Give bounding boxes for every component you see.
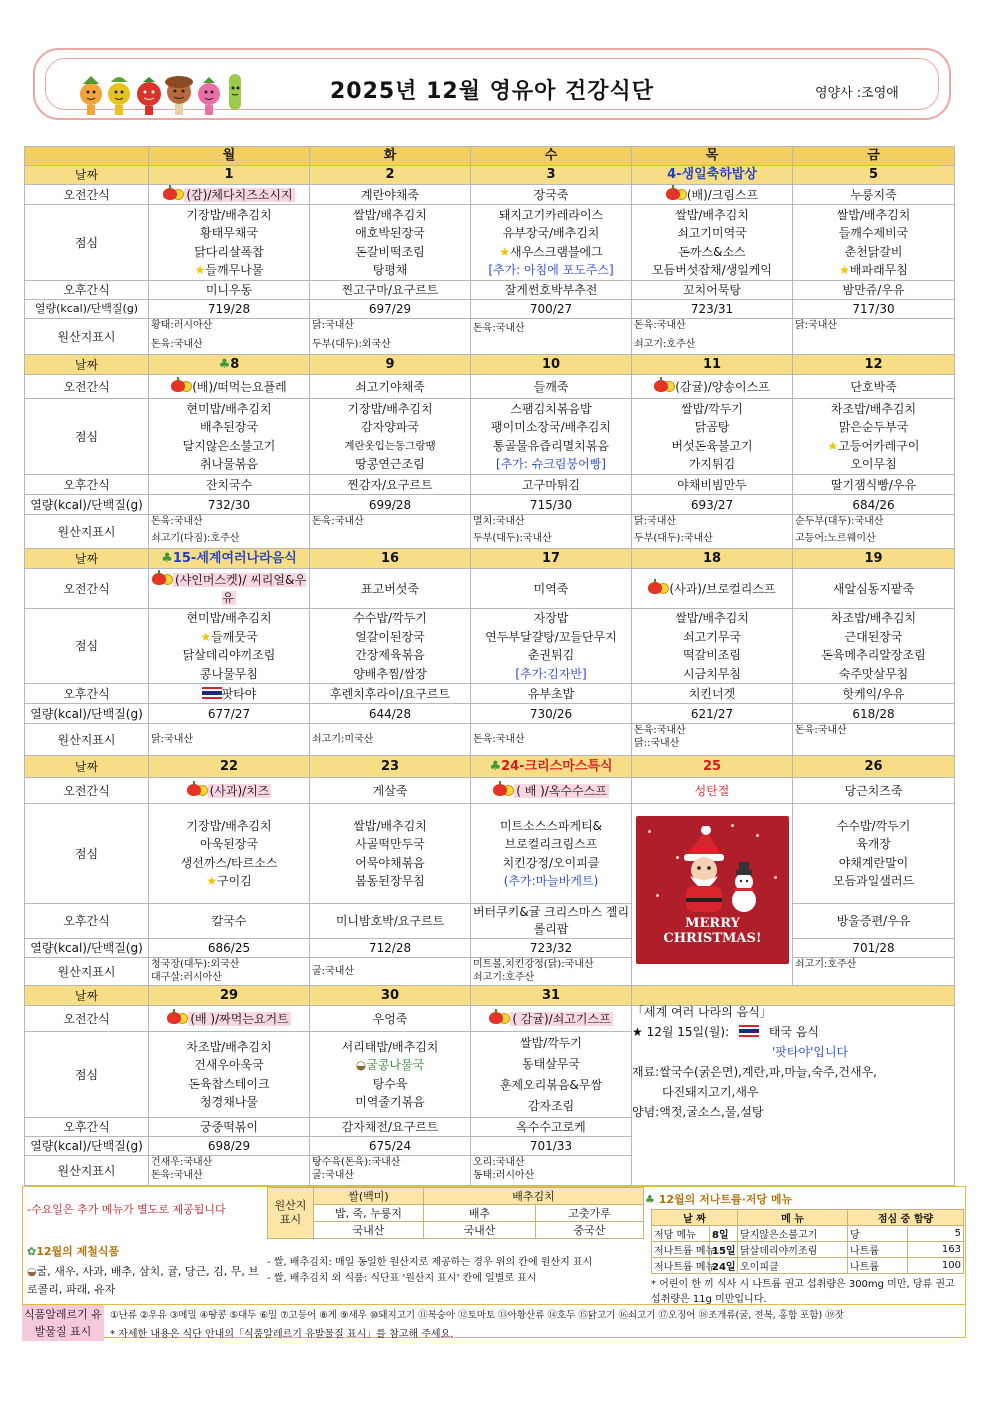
fruit-icon bbox=[167, 1012, 181, 1024]
kimchi-header: 배추김치 bbox=[424, 1188, 644, 1205]
lunch-item: 쌀밥/배추김치 bbox=[675, 207, 749, 222]
world-food-ingredients: 재료:쌀국수(굵은면),계란,파,마늘,숙주,건새우, bbox=[632, 1065, 877, 1079]
pm-snack-cell: 찐고구마/요구르트 bbox=[310, 281, 471, 300]
fruit-icon bbox=[493, 784, 507, 796]
date-label: 날짜 bbox=[25, 756, 149, 778]
origin-cell: 멸치:국내산 두부(대두):국내산 bbox=[471, 515, 632, 549]
am-snack-row bbox=[25, 569, 955, 609]
weekday-tue: 화 bbox=[310, 147, 471, 166]
date-cell: 18 bbox=[632, 549, 793, 569]
nutritionist-name: 영양사 :조영애 bbox=[815, 86, 899, 101]
origin-cell: 돈육:국내산 bbox=[471, 319, 632, 355]
lunch-item: 기장밥/배추김치 bbox=[186, 207, 272, 222]
am-snack-cell bbox=[632, 569, 793, 609]
date-cell: 5 bbox=[793, 166, 955, 185]
allergy-list: ①난류 ②우유 ③메밀 ④땅콩 ⑤대두 ⑥밀 ⑦고등어 ⑧게 ⑨새우 ⑩돼지고기 ⑪복숭아 ⑫토마토 ⑬아황산류 ⑭호두 ⑮닭고기 ⑯쇠고기 ⑰오징어 ⑱조개류(굴, 전복, 홍합 포함) ⑲잣 bbox=[110, 1310, 844, 1321]
am-snack-text: (사과)/치즈 bbox=[209, 783, 270, 798]
energy-cell: 684/26 bbox=[793, 495, 955, 515]
am-snack-row bbox=[25, 375, 955, 399]
energy-cell: 686/25 bbox=[149, 939, 310, 958]
date-row bbox=[25, 756, 955, 778]
fruit-icon bbox=[187, 784, 201, 796]
am-snack-text: (배)/떠먹는요플레 bbox=[192, 379, 287, 394]
date-cell: ♣24-크리스마스특식 bbox=[471, 756, 632, 778]
pm-snack-cell: 야채비빔만두 bbox=[632, 475, 793, 495]
clover-icon: ♣ bbox=[161, 550, 173, 566]
energy-cell: 701/28 bbox=[793, 939, 955, 958]
am-snack-label: 오전간식 bbox=[25, 375, 149, 399]
pm-snack-label: 오후간식 bbox=[25, 281, 149, 300]
origin-summary-label: 원산지 표시 bbox=[268, 1188, 314, 1239]
fruit-icon bbox=[648, 582, 662, 594]
lunch-cell: 차조밥/배추김치 근대된장국 돈육메추리알장조림 숙주맛살무침 bbox=[793, 609, 955, 684]
am-snack-cell: 새알심동지팥죽 bbox=[793, 569, 955, 609]
star-icon: ★ bbox=[194, 263, 206, 277]
date-cell: 22 bbox=[149, 756, 310, 778]
lunch-cell: 미트소스스파게티& 브로컬리크림스프 치킨강정/오이피클 (추가:마늘바게트) bbox=[471, 804, 632, 904]
thailand-flag-icon bbox=[202, 687, 222, 699]
lunch-cell: 서리태밥/배추김치 ◒굴콩나물국 탕수육 미역줄기볶음 bbox=[310, 1032, 471, 1118]
pm-snack-label: 오후간식 bbox=[25, 904, 149, 939]
world-food-dish: '팟타야'입니다 bbox=[772, 1045, 849, 1059]
origin-row bbox=[25, 319, 955, 355]
sodium-row: 저나트륨 메뉴 24일 오이피클 나트륨 100 bbox=[652, 1258, 964, 1274]
date-row bbox=[25, 166, 955, 185]
lunch-label: 점심 bbox=[25, 609, 149, 684]
origin-label: 원산지표시 bbox=[25, 958, 149, 986]
am-snack-cell: 쇠고기야채죽 bbox=[310, 375, 471, 399]
am-snack-cell bbox=[632, 375, 793, 399]
am-snack-cell bbox=[471, 1006, 632, 1032]
date-cell: 3 bbox=[471, 166, 632, 185]
energy-cell: 719/28 bbox=[149, 300, 310, 319]
origin-row bbox=[25, 515, 955, 549]
star-icon: ★ bbox=[200, 629, 212, 644]
lunch-row bbox=[25, 205, 955, 281]
am-snack-cell bbox=[149, 778, 310, 804]
am-snack-row bbox=[25, 185, 955, 205]
sodium-row: 저당 메뉴 8일 달지않은소불고기 당 5 bbox=[652, 1226, 964, 1242]
merry-christmas-text: MERRY CHRISTMAS! bbox=[663, 916, 762, 946]
am-snack-label: 오전간식 bbox=[25, 569, 149, 609]
origin-cell: 돈육:국내산 쇠고기:호주산 bbox=[632, 319, 793, 355]
am-snack-cell: 성탄절 bbox=[632, 778, 793, 804]
fruit-icon bbox=[489, 1012, 503, 1024]
origin-summary-table bbox=[267, 1187, 644, 1239]
fruit-icon bbox=[654, 380, 668, 392]
rice-subheader: 밥, 죽, 누룽지 bbox=[314, 1205, 424, 1222]
lunch-item: 닭다리살폭찹 bbox=[194, 244, 264, 259]
energy-cell: 715/30 bbox=[471, 495, 632, 515]
date-cell: 11 bbox=[632, 355, 793, 375]
origin-row bbox=[25, 724, 955, 756]
energy-cell: 693/27 bbox=[632, 495, 793, 515]
origin-cell: 굴:국내산 bbox=[310, 958, 471, 986]
pm-snack-cell: 잘게썬호박부추전 bbox=[471, 281, 632, 300]
am-snack-cell bbox=[149, 185, 310, 205]
energy-row bbox=[25, 300, 955, 319]
pepper-origin: 중국산 bbox=[536, 1222, 644, 1239]
energy-cell: 644/28 bbox=[310, 704, 471, 724]
star-icon: ★ bbox=[827, 438, 839, 453]
fruit-icon bbox=[163, 188, 177, 200]
pm-snack-label: 오후간식 bbox=[25, 684, 149, 704]
energy-cell: 677/27 bbox=[149, 704, 310, 724]
rice-header: 쌀(백미) bbox=[314, 1188, 424, 1205]
am-snack-cell: 들깨죽 bbox=[471, 375, 632, 399]
date-cell: ♣8 bbox=[149, 355, 310, 375]
clover-icon: ✿ bbox=[27, 1245, 37, 1258]
lunch-cell bbox=[471, 205, 632, 281]
energy-cell: 700/27 bbox=[471, 300, 632, 319]
pm-snack-cell: 감자채전/요구르트 bbox=[310, 1118, 471, 1137]
pm-snack-cell: 밤만쥬/우유 bbox=[793, 281, 955, 300]
rice-origin: 국내산 bbox=[314, 1222, 424, 1239]
pepper-subheader: 고춧가루 bbox=[536, 1205, 644, 1222]
lunch-item: 황태무채국 bbox=[200, 226, 258, 240]
date-row bbox=[25, 549, 955, 569]
pm-snack-cell: 칼국수 bbox=[149, 904, 310, 939]
am-snack-cell: 게살죽 bbox=[310, 778, 471, 804]
lunch-item: 쌀밥/배추김치 bbox=[836, 207, 911, 222]
star-icon: ★ bbox=[206, 874, 217, 888]
world-food-panel bbox=[632, 1002, 952, 1177]
pm-snack-cell: 팟타야 bbox=[149, 684, 310, 704]
low-sodium-table bbox=[651, 1209, 964, 1274]
origin-cell: 미트볼,치킨강정(닭):국내산 쇠고기:호주산 bbox=[471, 958, 632, 986]
lunch-label: 점심 bbox=[25, 399, 149, 475]
energy-cell: 621/27 bbox=[632, 704, 793, 724]
pm-snack-cell: 꼬치어묵탕 bbox=[632, 281, 793, 300]
thailand-flag-icon bbox=[739, 1025, 759, 1037]
lunch-extra-item: [추가: 아침에 포도주스] bbox=[488, 263, 614, 277]
star-icon: ★ bbox=[499, 244, 510, 259]
leaf-icon: ◒ bbox=[27, 1265, 37, 1278]
clover-icon: ♣ bbox=[218, 356, 231, 372]
lunch-item: 돈까스&소스 bbox=[678, 244, 746, 259]
lunch-row bbox=[25, 804, 955, 904]
origin-cell: 닭:국내산 두부(대두):국내산 bbox=[632, 515, 793, 549]
energy-label: 열량(kcal)/단백질(g) bbox=[25, 1137, 149, 1156]
origin-cell: 돈육:국내산 닭::국내산 bbox=[632, 724, 793, 756]
lunch-cell: 기장밥/배추김치 감자양파국 계란옷입는동그랑땡 땅콩연근조림 bbox=[310, 399, 471, 475]
weekday-wed: 수 bbox=[471, 147, 632, 166]
lunch-cell: 기장밥/배추김치 아욱된장국 생선까스/타르소스 ★구이김 bbox=[149, 804, 310, 904]
star-icon: ★ bbox=[839, 263, 850, 277]
origin-cell: 건새우:국내산 돈육:국내산 bbox=[149, 1156, 310, 1186]
pm-snack-cell: 핫케익/우유 bbox=[793, 684, 955, 704]
pm-snack-cell: 궁중떡볶이 bbox=[149, 1118, 310, 1137]
pm-snack-row bbox=[25, 475, 955, 495]
lunch-cell: 자장밥 연두부달걀탕/꼬들단무지 춘권튀김 [추가:김자반] bbox=[471, 609, 632, 684]
lunch-item: ★새우스크램블에그 bbox=[499, 244, 603, 259]
date-cell: 25 bbox=[632, 756, 793, 778]
date-row bbox=[25, 355, 955, 375]
lunch-item: ★들깨무나물 bbox=[194, 263, 264, 277]
lunch-label: 점심 bbox=[25, 804, 149, 904]
energy-cell: 723/31 bbox=[632, 300, 793, 319]
am-snack-cell bbox=[149, 569, 310, 609]
date-cell: 23 bbox=[310, 756, 471, 778]
energy-row bbox=[25, 704, 955, 724]
origin-row bbox=[25, 958, 955, 986]
date-cell: ♣15-세계여러나라음식 bbox=[149, 549, 310, 569]
origin-cell: 황태:러시아산 돈육:국내산 bbox=[149, 319, 310, 355]
lunch-extra-item: [추가: 슈크림붕어빵] bbox=[496, 457, 606, 471]
date-cell: 17 bbox=[471, 549, 632, 569]
lunch-item: 쌀밥/배추김치 bbox=[353, 207, 427, 222]
lunch-item: 쇠고기미역국 bbox=[677, 226, 747, 240]
date-cell: 29 bbox=[149, 986, 310, 1006]
page-title: 2025년 12월 영유아 건강식단 bbox=[329, 79, 655, 104]
am-snack-label: 오전간식 bbox=[25, 1006, 149, 1032]
lunch-extra-item: [추가:김자반] bbox=[515, 666, 587, 681]
energy-cell: 730/26 bbox=[471, 704, 632, 724]
am-snack-text: ( 감귤)/쇠고기스프 bbox=[512, 1011, 611, 1026]
pm-snack-cell: 미니밤호박/요구르트 bbox=[310, 904, 471, 939]
lunch-item: 탕평채 bbox=[372, 263, 408, 277]
pm-snack-cell: 미니우동 bbox=[149, 281, 310, 300]
lunch-label: 점심 bbox=[25, 1032, 149, 1118]
lunch-cell: 수수밥/깍두기 얼갈이된장국 간장제육볶음 양배추찜/쌈장 bbox=[310, 609, 471, 684]
origin-cell: 청국장(대두):외국산 대구살:러시아산 bbox=[149, 958, 310, 986]
pm-snack-cell: 치킨너겟 bbox=[632, 684, 793, 704]
pm-snack-cell: 후렌치후라이/요구르트 bbox=[310, 684, 471, 704]
am-snack-text: (사과)/브로컬리스프 bbox=[669, 581, 776, 596]
energy-cell: 697/29 bbox=[310, 300, 471, 319]
wednesday-note: -수요일은 추가 메뉴가 별도로 제공됩니다 bbox=[27, 1203, 226, 1216]
sodium-note: * 어린이 한 끼 식사 시 나트륨 권고 섭취량은 300mg 미만, 당류 권고 섭취량은 11g 미만입니다. bbox=[651, 1279, 955, 1305]
origin-cell: 오리:국내산 동태:러시아산 bbox=[471, 1156, 632, 1186]
energy-row bbox=[25, 495, 955, 515]
oyster-icon: ◒ bbox=[355, 1058, 367, 1072]
allergy-note: * 자세한 내용은 식단 안내의「식품알레르기 유발물질 표시」를 참고해 주세요. bbox=[110, 1329, 454, 1340]
santa-snowman-icon bbox=[666, 826, 766, 916]
date-cell: 12 bbox=[793, 355, 955, 375]
date-cell: 10 bbox=[471, 355, 632, 375]
weekday-fri: 금 bbox=[793, 147, 955, 166]
lunch-item: ★배파래무침 bbox=[839, 263, 908, 277]
am-snack-cell bbox=[471, 778, 632, 804]
pm-snack-row bbox=[25, 684, 955, 704]
world-food-title: 「세계 여러 나라의 음식」 bbox=[632, 1005, 772, 1019]
origin-cell: 돈육:국내산 쇠고기(다짐):호주산 bbox=[149, 515, 310, 549]
pm-snack-row bbox=[25, 904, 955, 939]
pm-snack-cell: 방울증편/우유 bbox=[793, 904, 955, 939]
origin-cell: 탕수육(돈육):국내산 굴:국내산 bbox=[310, 1156, 471, 1186]
origin-cell: 순두부(대두):국내산 고등어:노르웨이산 bbox=[793, 515, 955, 549]
low-sodium-title: ♣ 12월의 저나트륨·저당 메뉴 bbox=[645, 1193, 793, 1206]
am-snack-row bbox=[25, 778, 955, 804]
am-snack-cell bbox=[149, 1006, 310, 1032]
pm-snack-cell: 잔치국수 bbox=[149, 475, 310, 495]
origin-notes: - 쌀, 배추김치: 매일 동일한 원산지로 제공하는 경우 위의 칸에 원산지 표시 - 쌀, 배추김치 외 식품: 식단표 '원산지 표시' 칸에 일별로 표시 bbox=[267, 1257, 593, 1284]
date-cell: 2 bbox=[310, 166, 471, 185]
origin-label: 원산지표시 bbox=[25, 319, 149, 355]
world-food-seasoning: 양념:액젓,굴소스,물,설탕 bbox=[632, 1105, 764, 1119]
pm-snack-label: 오후간식 bbox=[25, 475, 149, 495]
date-cell: 1 bbox=[149, 166, 310, 185]
fruit-icon bbox=[152, 573, 166, 585]
lunch-cell bbox=[310, 205, 471, 281]
fruit-icon bbox=[666, 188, 680, 200]
energy-cell: 717/30 bbox=[793, 300, 955, 319]
energy-label: 열량(kcal)/단백질(g) bbox=[25, 939, 149, 958]
lunch-cell: 현미밥/배추김치 ★들깨뭇국 닭살데리야끼조림 콩나물무침 bbox=[149, 609, 310, 684]
christmas-card-image bbox=[636, 816, 789, 964]
date-cell: 30 bbox=[310, 986, 471, 1006]
energy-label: 열량(kcal)/단백질(g) bbox=[25, 495, 149, 515]
lunch-item: 돼지고기카레라이스 bbox=[498, 207, 604, 222]
origin-cell: 돈육:국내산 bbox=[793, 724, 955, 756]
origin-cell: 닭:국내산 두부(대두):외국산 bbox=[310, 319, 471, 355]
origin-cell: 돈육:국내산 bbox=[310, 515, 471, 549]
cabbage-subheader: 배추 bbox=[424, 1205, 536, 1222]
lunch-extra-item: (추가:마늘바게트) bbox=[503, 874, 599, 888]
seasonal-food-list: ◒굴, 새우, 사과, 배추, 삼치, 귤, 당근, 김, 무, 브로콜리, 파래, 유자 bbox=[27, 1265, 259, 1296]
energy-cell: 618/28 bbox=[793, 704, 955, 724]
origin-label: 원산지표시 bbox=[25, 515, 149, 549]
lunch-item: 들깨수제비국 bbox=[838, 226, 909, 240]
am-snack-cell: 미역죽 bbox=[471, 569, 632, 609]
am-snack-cell: 장국죽 bbox=[471, 185, 632, 205]
pm-snack-label: 오후간식 bbox=[25, 1118, 149, 1137]
pm-snack-row bbox=[25, 281, 955, 300]
sodium-header-amount: 점심 중 함량 bbox=[848, 1210, 964, 1226]
pm-snack-cell: 딸기잼식빵/우유 bbox=[793, 475, 955, 495]
lunch-cell bbox=[149, 205, 310, 281]
energy-row bbox=[25, 939, 955, 958]
date-label: 날짜 bbox=[25, 986, 149, 1006]
am-snack-cell: 계란야채죽 bbox=[310, 185, 471, 205]
energy-cell: 675/24 bbox=[310, 1137, 471, 1156]
am-snack-cell bbox=[632, 185, 793, 205]
energy-cell: 732/30 bbox=[149, 495, 310, 515]
lunch-item: 돈갈비떡조림 bbox=[355, 244, 425, 259]
lunch-cell: 쌀밥/배추김치 쇠고기무국 떡갈비조림 시금치무침 bbox=[632, 609, 793, 684]
origin-cell: 닭:국내산 bbox=[793, 319, 955, 355]
pm-snack-cell: 옥수수고로케 bbox=[471, 1118, 632, 1137]
pm-snack-cell: 고구마튀김 bbox=[471, 475, 632, 495]
lunch-item: 춘천닭갈비 bbox=[844, 244, 903, 259]
origin-cell: 닭:국내산 bbox=[149, 724, 310, 756]
energy-cell: 712/28 bbox=[310, 939, 471, 958]
lunch-cell: 차조밥/배추김치 맑은순두부국 ★고등어카레구이 오이무침 bbox=[793, 399, 955, 475]
fruit-icon bbox=[171, 380, 185, 392]
lunch-cell: 수수밥/깍두기 육개장 야채계란말이 모듬과일샐러드 bbox=[793, 804, 955, 904]
lunch-row bbox=[25, 399, 955, 475]
am-snack-label: 오전간식 bbox=[25, 185, 149, 205]
am-snack-text: (감)/체다치즈소시지 bbox=[186, 187, 293, 202]
am-snack-cell: 당근치즈죽 bbox=[793, 778, 955, 804]
cabbage-origin: 국내산 bbox=[424, 1222, 536, 1239]
lunch-item: 모듬버섯잡채/생일케익 bbox=[652, 263, 772, 277]
origin-cell: 쇠고기:호주산 bbox=[793, 958, 955, 986]
am-snack-cell: 우엉죽 bbox=[310, 1006, 471, 1032]
date-cell: 4-생일축하밥상 bbox=[632, 166, 793, 185]
energy-label: 열량(kcal)/단백질(g) bbox=[25, 300, 149, 319]
weekday-mon: 월 bbox=[149, 147, 310, 166]
origin-label: 원산지표시 bbox=[25, 1156, 149, 1186]
pm-snack-cell: 유부초밥 bbox=[471, 684, 632, 704]
date-cell: 9 bbox=[310, 355, 471, 375]
allergy-section bbox=[22, 1304, 966, 1340]
lunch-cell: 차조밥/배추김치 건새우아욱국 돈육찹스테이크 청경채나물 bbox=[149, 1032, 310, 1118]
date-cell: 16 bbox=[310, 549, 471, 569]
date-cell: 19 bbox=[793, 549, 955, 569]
lunch-row bbox=[25, 609, 955, 684]
date-cell: 26 bbox=[793, 756, 955, 778]
am-snack-label: 오전간식 bbox=[25, 778, 149, 804]
lunch-cell bbox=[632, 205, 793, 281]
lunch-item: 애호박된장국 bbox=[355, 226, 425, 240]
date-label: 날짜 bbox=[25, 549, 149, 569]
origin-label: 원산지표시 bbox=[25, 724, 149, 756]
am-snack-cell: 표고버섯죽 bbox=[310, 569, 471, 609]
date-label: 날짜 bbox=[25, 166, 149, 185]
world-food-date-line: ★ 12월 15일(월): 태국 음식 bbox=[632, 1025, 819, 1039]
energy-cell: 698/29 bbox=[149, 1137, 310, 1156]
clover-icon: ♣ bbox=[489, 758, 502, 774]
energy-cell: 699/28 bbox=[310, 495, 471, 515]
weekday-header-row bbox=[25, 147, 955, 166]
am-snack-cell: 누룽지죽 bbox=[793, 185, 955, 205]
seasonal-food-title: ✿12월의 제철식품 bbox=[27, 1245, 120, 1258]
origin-cell: 돈육:국내산 bbox=[471, 724, 632, 756]
lunch-cell: 쌀밥/배추김치 사골떡만두국 어묵야채볶음 봄동된장무침 bbox=[310, 804, 471, 904]
energy-label: 열량(kcal)/단백질(g) bbox=[25, 704, 149, 724]
am-snack-text: ( 배 )/옥수수스프 bbox=[516, 783, 607, 798]
sodium-row: 저나트륨 메뉴 15일 닭살데리야끼조림 나트륨 163 bbox=[652, 1242, 964, 1258]
am-snack-text: (배)/크림스프 bbox=[686, 187, 759, 202]
weekday-thu: 목 bbox=[632, 147, 793, 166]
lunch-item: 유부장국/배추김치 bbox=[502, 226, 600, 240]
lunch-cell bbox=[793, 205, 955, 281]
date-cell: 31 bbox=[471, 986, 632, 1006]
allergy-label: 식품알레르기 유발물질 표시 bbox=[22, 1305, 104, 1341]
lunch-cell: 현미밥/배추김치 배추된장국 달지않은소불고기 취나물볶음 bbox=[149, 399, 310, 475]
energy-cell: 701/33 bbox=[471, 1137, 632, 1156]
clover-icon: ♣ bbox=[645, 1193, 655, 1206]
sodium-header-menu: 메 뉴 bbox=[738, 1210, 848, 1226]
am-snack-text: (배 )/짜먹는요거트 bbox=[190, 1011, 289, 1026]
header-banner bbox=[33, 48, 951, 120]
am-snack-text: (샤인머스켓)/ 씨리얼&우유 bbox=[175, 572, 306, 605]
date-label: 날짜 bbox=[25, 355, 149, 375]
lunch-cell: 쌀밥/깍두기 동태살무국 훈제오리볶음&무쌈 감자조림 bbox=[471, 1032, 632, 1118]
lunch-cell: 스팸김치볶음밥 팽이미소장국/배추김치 통골물유즙리멸치볶음 [추가: 슈크림붕어빵] bbox=[471, 399, 632, 475]
world-food-ingredients-cont: 다진돼지고기,새우 bbox=[662, 1085, 759, 1099]
am-snack-text: (감귤)/양송이스프 bbox=[675, 379, 770, 394]
origin-cell: 쇠고기:미국산 bbox=[310, 724, 471, 756]
energy-cell: 723/32 bbox=[471, 939, 632, 958]
pm-snack-cell: 찐감자/요구르트 bbox=[310, 475, 471, 495]
pm-snack-cell: 버터쿠키&귤 크리스마스 젤리롤리팝 bbox=[471, 904, 632, 939]
lunch-cell: 쌀밥/깍두기 닭곰탕 버섯돈육불고기 가지튀김 bbox=[632, 399, 793, 475]
sodium-header-date: 날 짜 bbox=[652, 1210, 738, 1226]
lunch-label: 점심 bbox=[25, 205, 149, 281]
am-snack-cell: 단호박죽 bbox=[793, 375, 955, 399]
am-snack-cell bbox=[149, 375, 310, 399]
weekday-header-blank bbox=[25, 147, 149, 166]
